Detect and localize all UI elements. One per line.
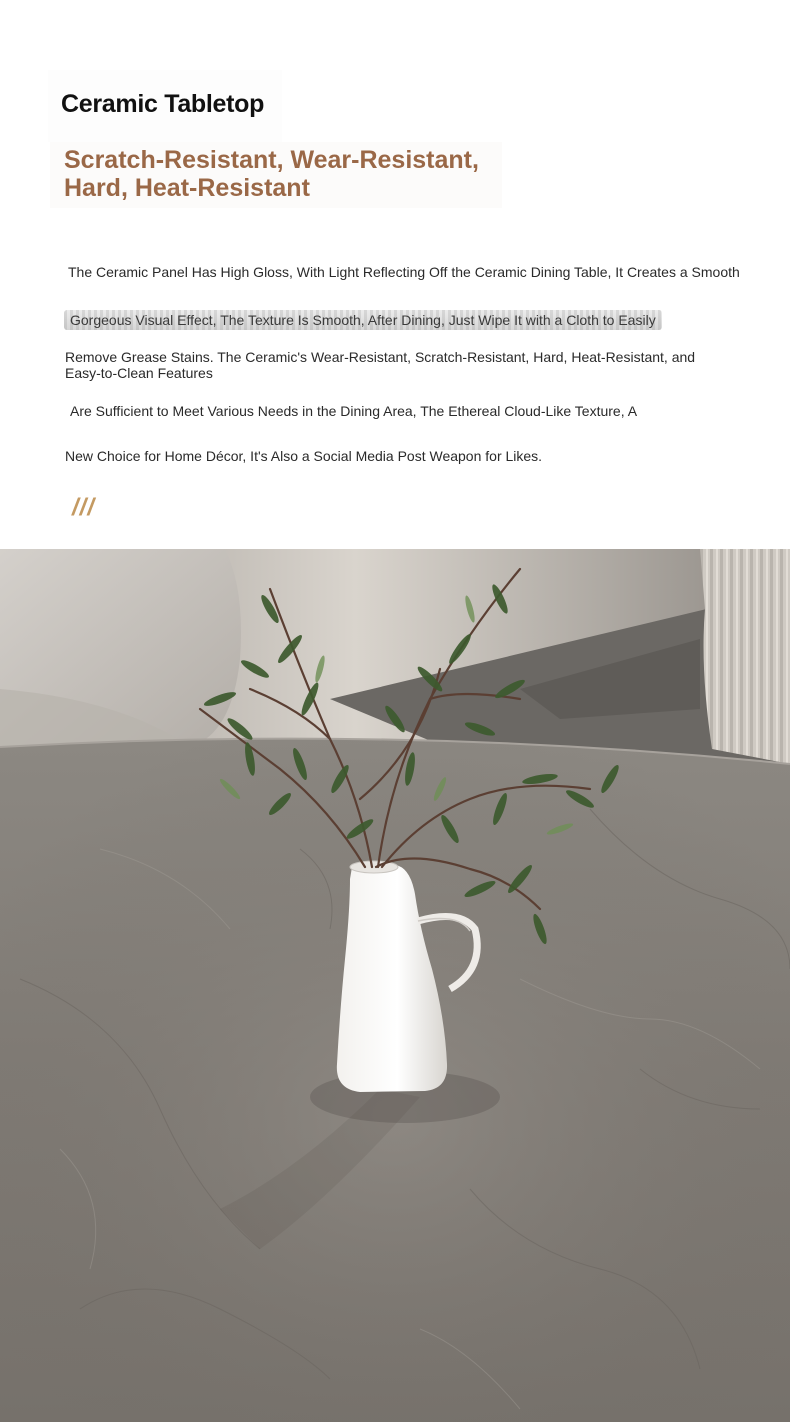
- description-line-2: Gorgeous Visual Effect, The Texture Is Smooth, After Dining, Just Wipe It with a Cloth to Easily: [64, 310, 662, 330]
- subtitle-line-1: Scratch-Resistant, Wear-Resistant,: [64, 146, 479, 174]
- product-photo: [0, 549, 790, 1422]
- feature-subtitle: [64, 146, 479, 202]
- description-line-3: Remove Grease Stains. The Ceramic's Wear-Resistant, Scratch-Resistant, Hard, Heat-Resistant, and Easy-to-Clean Features: [65, 349, 696, 381]
- subtitle-line-2: Hard, Heat-Resistant: [64, 174, 310, 202]
- decorative-slashes: ///: [72, 494, 96, 521]
- description-line-5: New Choice for Home Décor, It's Also a Social Media Post Weapon for Likes.: [65, 448, 543, 464]
- description-line-4: Are Sufficient to Meet Various Needs in the Dining Area, The Ethereal Cloud-Like Texture, A: [70, 403, 638, 419]
- description-line-1: The Ceramic Panel Has High Gloss, With Light Reflecting Off the Ceramic Dining Table, It Creates a Smooth: [68, 264, 740, 280]
- product-text-section: [0, 0, 790, 549]
- page-title: Ceramic Tabletop: [61, 90, 265, 118]
- vase-with-branches-icon: [0, 549, 790, 1422]
